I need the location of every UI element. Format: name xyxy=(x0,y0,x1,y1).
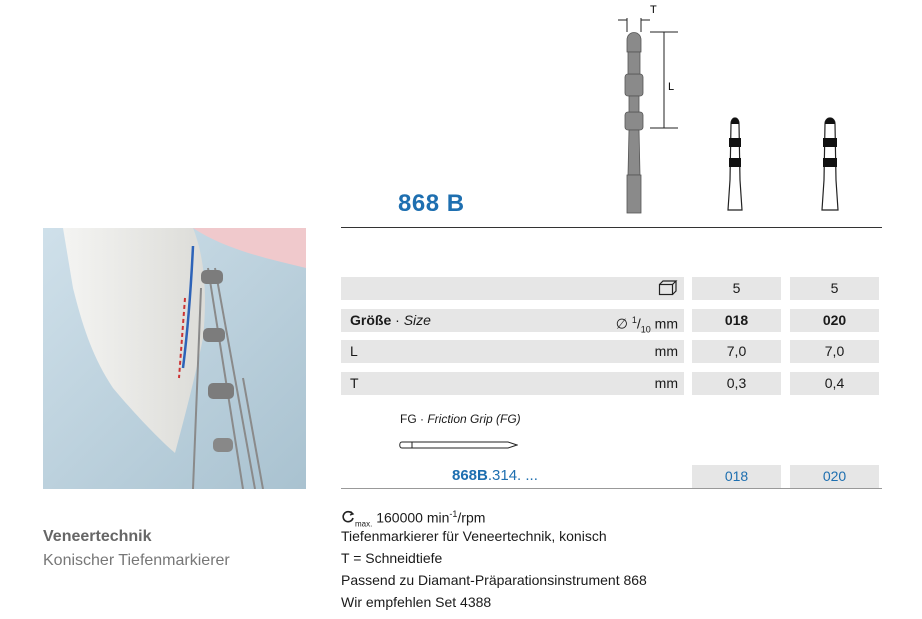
caption-subtitle: Konischer Tiefenmarkierer xyxy=(43,552,230,569)
info-line: Wir empfehlen Set 4388 xyxy=(341,594,492,610)
pack-value: 5 xyxy=(790,277,879,300)
pack-row xyxy=(341,277,684,300)
product-title: 868 B xyxy=(398,190,465,217)
depth-value: 0,4 xyxy=(790,372,879,395)
order-code: 020 xyxy=(790,465,879,488)
size-value: 020 xyxy=(790,309,879,332)
pack-value: 5 xyxy=(692,277,781,300)
order-rule xyxy=(341,488,882,489)
shank-label: FG · Friction Grip (FG) xyxy=(400,412,521,426)
rpm-line: $_{max.}$ 160000 $\min^{-1}$/rpm xyxy=(341,503,485,535)
size-value: 018 xyxy=(692,309,781,332)
length-unit: mm xyxy=(654,343,678,359)
bur-drawing xyxy=(600,0,880,216)
title-rule xyxy=(341,227,882,228)
clinical-photo xyxy=(43,228,306,489)
info-line: T = Schneidtiefe xyxy=(341,550,443,566)
dim-l-label: L xyxy=(668,81,675,93)
order-number: 868B.314. ... xyxy=(452,467,538,484)
fg-bur-icon xyxy=(398,438,518,457)
info-line: Tiefenmarkierer für Veneertechnik, konisch xyxy=(341,528,607,544)
depth-unit: mm xyxy=(654,375,678,391)
length-label: L xyxy=(350,343,358,359)
depth-label: T xyxy=(350,375,359,391)
package-icon xyxy=(658,280,678,301)
order-code: 018 xyxy=(692,465,781,488)
caption-title: Veneertechnik xyxy=(43,528,152,545)
size-label: Größe · Size xyxy=(350,312,431,328)
size-unit: ∅ $^1/_{10}$ mm xyxy=(615,315,678,335)
length-value: 7,0 xyxy=(692,340,781,363)
length-value: 7,0 xyxy=(790,340,879,363)
info-line: Passend zu Diamant-Präparationsinstrument 868 xyxy=(341,572,647,588)
depth-value: 0,3 xyxy=(692,372,781,395)
dim-t-label: T xyxy=(650,4,657,16)
